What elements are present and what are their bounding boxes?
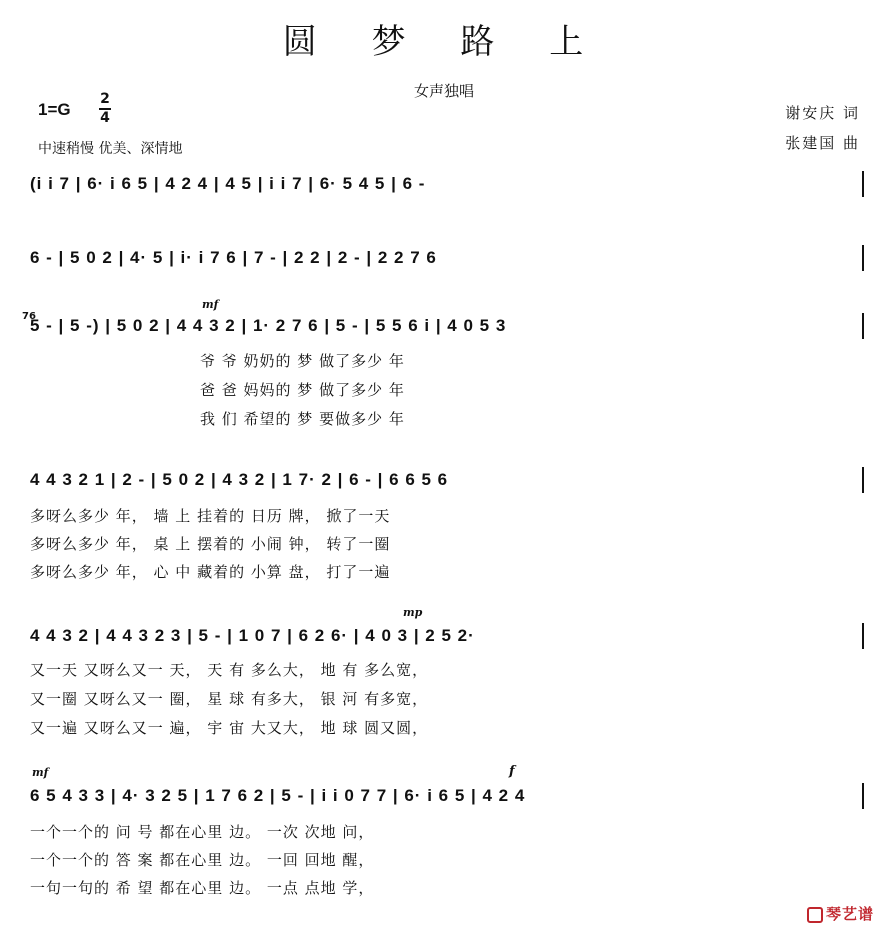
grace-notes: 76 — [22, 311, 36, 322]
dynamic-f: f — [509, 764, 515, 779]
key-signature: 1=G — [38, 100, 71, 119]
barline-end-5 — [862, 623, 864, 649]
notes-line-3: 5 - | 5 -) | 5 0 2 | 4 4 3 2 | 1· 2 7 6 | 5 - | 5 5 6 i | 4 0 5 3 — [30, 316, 507, 335]
lyrics-4-verse-1: 多呀么多少 年， 墙 上 挂着的 日历 牌， 掀了一天 — [30, 507, 391, 525]
lyrics-6-verse-1: 一个一个的 问 号 都在心里 边。 一次 次地 问， — [30, 823, 375, 841]
time-signature-bottom: 4 — [100, 110, 110, 126]
barline-end-6 — [862, 783, 864, 809]
notes-line-4: 4 4 3 2 1 | 2 - | 5 0 2 | 4 3 2 | 1 7· 2 | 6 - | 6 6 5 6 — [30, 470, 449, 489]
dynamic-mf-1: mf — [202, 298, 219, 311]
lyricist-credit: 谢安庆 词 — [785, 104, 860, 122]
song-title: 圆 梦 路 上 — [282, 22, 606, 62]
performance-type: 女声独唱 — [413, 82, 474, 100]
time-signature-top: 2 — [100, 91, 110, 107]
composer-credit: 张建国 曲 — [785, 134, 860, 152]
watermark-text: 琴艺谱 — [825, 905, 874, 923]
notes-line-6: 6 5 4 3 3 | 4· 3 2 5 | 1 7 6 2 | 5 - | i i 0 7 7 | 6· i 6 5 | 4 2 4 — [30, 786, 526, 805]
notes-line-5: 4 4 3 2 | 4 4 3 2 3 | 5 - | 1 0 7 | 6 2 6· | 4 0 3 | 2 5 2· — [30, 626, 475, 645]
lyrics-6-verse-3: 一句一句的 希 望 都在心里 边。 一点 点地 学， — [30, 879, 375, 897]
time-signature — [99, 92, 111, 126]
lyrics-3-verse-3: 我 们 希望的 梦 要做多少 年 — [200, 410, 405, 428]
notes-line-2: 6 - | 5 0 2 | 4· 5 | i· i 7 6 | 7 - | 2 2 | 2 - | 2 2 7 6 — [30, 248, 437, 267]
watermark-logo — [807, 903, 874, 924]
notes-line-1: (i i 7 | 6· i 6 5 | 4 2 4 | 4 5 | i i 7 | 6· 5 4 5 | 6 - — [30, 174, 426, 193]
lyrics-4-verse-3: 多呀么多少 年， 心 中 藏着的 小算 盘， 打了一遍 — [30, 563, 391, 581]
dynamic-mf-2: mf — [32, 766, 49, 779]
barline-end-4 — [862, 467, 864, 493]
barline-end-1 — [862, 171, 864, 197]
barline-end-3 — [862, 313, 864, 339]
barline-end-2 — [862, 245, 864, 271]
lyrics-3-verse-1: 爷 爷 奶奶的 梦 做了多少 年 — [200, 352, 405, 370]
logo-icon — [807, 907, 823, 923]
tempo-marking: 中速稍慢 优美、深情地 — [38, 141, 183, 157]
lyrics-5-verse-3: 又一遍 又呀么又一 遍， 宇 宙 大又大， 地 球 圆又圆， — [30, 719, 429, 737]
lyrics-4-verse-2: 多呀么多少 年， 桌 上 摆着的 小闹 钟， 转了一圈 — [30, 535, 391, 553]
lyrics-5-verse-2: 又一圈 又呀么又一 圈， 星 球 有多大， 银 河 有多宽， — [30, 690, 429, 708]
lyrics-3-verse-2: 爸 爸 妈妈的 梦 做了多少 年 — [200, 381, 405, 399]
lyrics-5-verse-1: 又一天 又呀么又一 天， 天 有 多么大， 地 有 多么宽， — [30, 661, 429, 679]
lyrics-6-verse-2: 一个一个的 答 案 都在心里 边。 一回 回地 醒， — [30, 851, 375, 869]
dynamic-mp: mp — [403, 606, 423, 619]
